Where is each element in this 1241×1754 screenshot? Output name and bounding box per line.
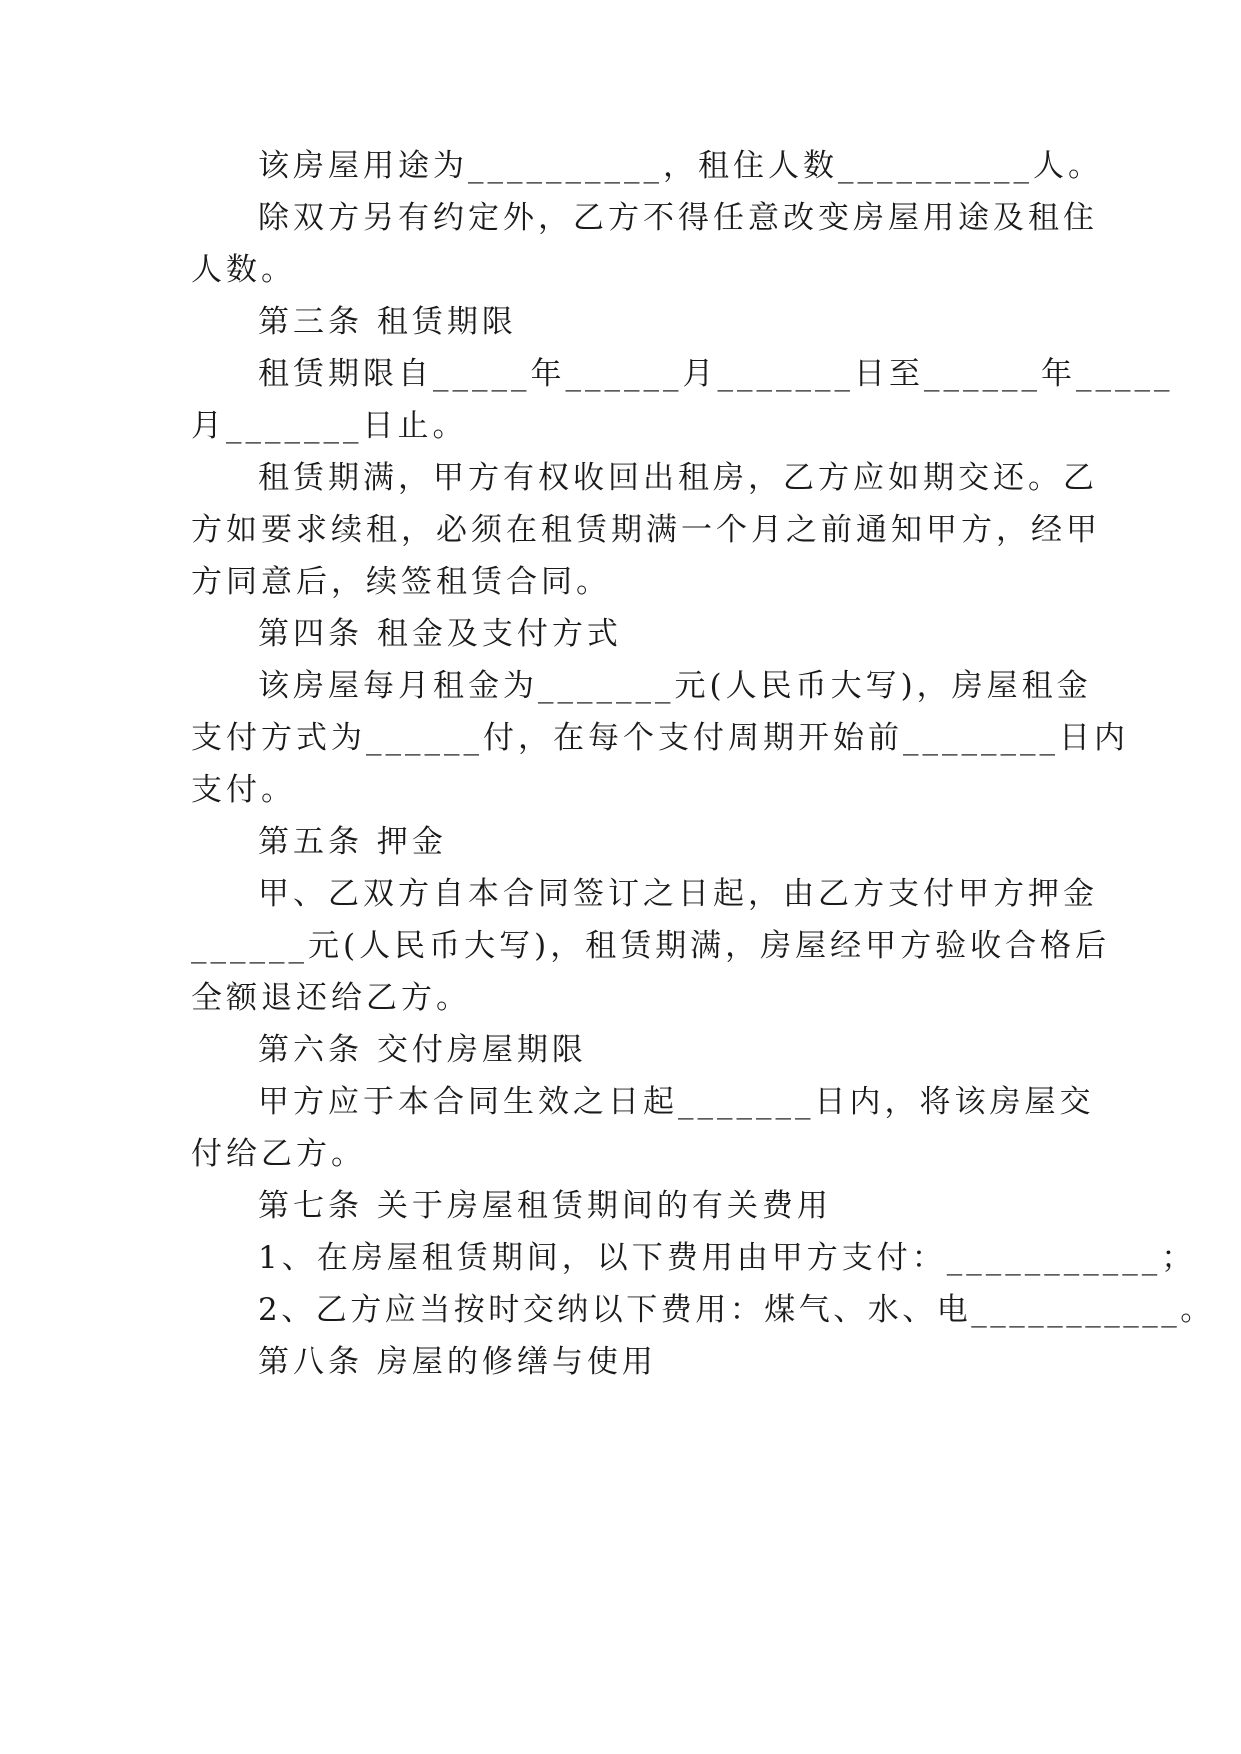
paragraph-deposit-cont: ______元(人民币大写)，租赁期满，房屋经甲方验收合格后 <box>191 928 1111 964</box>
paragraph-lease-term-cont: 月_______日止。 <box>191 408 468 444</box>
paragraph-lease-term: 租赁期限自_____年______月_______日至______年_____ <box>258 356 1174 392</box>
paragraph-rent-end: 支付。 <box>191 772 296 808</box>
paragraph-delivery: 甲方应于本合同生效之日起_______日内，将该房屋交 <box>258 1084 1095 1120</box>
paragraph-delivery-cont: 付给乙方。 <box>191 1136 366 1172</box>
article-4-heading: 第四条 租金及支付方式 <box>258 616 622 652</box>
paragraph-usage-restriction-cont: 人数。 <box>191 252 296 288</box>
paragraph-deposit: 甲、乙双方自本合同签订之日起，由乙方支付甲方押金 <box>258 876 1098 912</box>
paragraph-usage: 该房屋用途为__________，租住人数__________人。 <box>258 148 1103 184</box>
paragraph-usage-restriction: 除双方另有约定外，乙方不得任意改变房屋用途及租住 <box>258 200 1098 236</box>
article-7-heading: 第七条 关于房屋租赁期间的有关费用 <box>258 1188 832 1224</box>
article-8-heading: 第八条 房屋的修缮与使用 <box>258 1344 657 1380</box>
paragraph-lease-expiry-end: 方同意后，续签租赁合同。 <box>191 564 611 600</box>
article-5-heading: 第五条 押金 <box>258 824 447 860</box>
list-item-landlord-fees: 1、在房屋租赁期间，以下费用由甲方支付：___________； <box>258 1240 1197 1276</box>
paragraph-lease-expiry: 租赁期满，甲方有权收回出租房，乙方应如期交还。乙 <box>258 460 1098 496</box>
paragraph-deposit-end: 全额退还给乙方。 <box>191 980 471 1016</box>
paragraph-rent: 该房屋每月租金为_______元(人民币大写)，房屋租金 <box>258 668 1092 704</box>
article-3-heading: 第三条 租赁期限 <box>258 304 517 340</box>
paragraph-lease-expiry-cont: 方如要求续租，必须在租赁期满一个月之前通知甲方，经甲 <box>191 512 1101 548</box>
article-6-heading: 第六条 交付房屋期限 <box>258 1032 587 1068</box>
paragraph-rent-cont: 支付方式为______付，在每个支付周期开始前________日内 <box>191 720 1129 756</box>
list-item-tenant-fees: 2、乙方应当按时交纳以下费用：煤气、水、电___________。 <box>258 1292 1215 1328</box>
